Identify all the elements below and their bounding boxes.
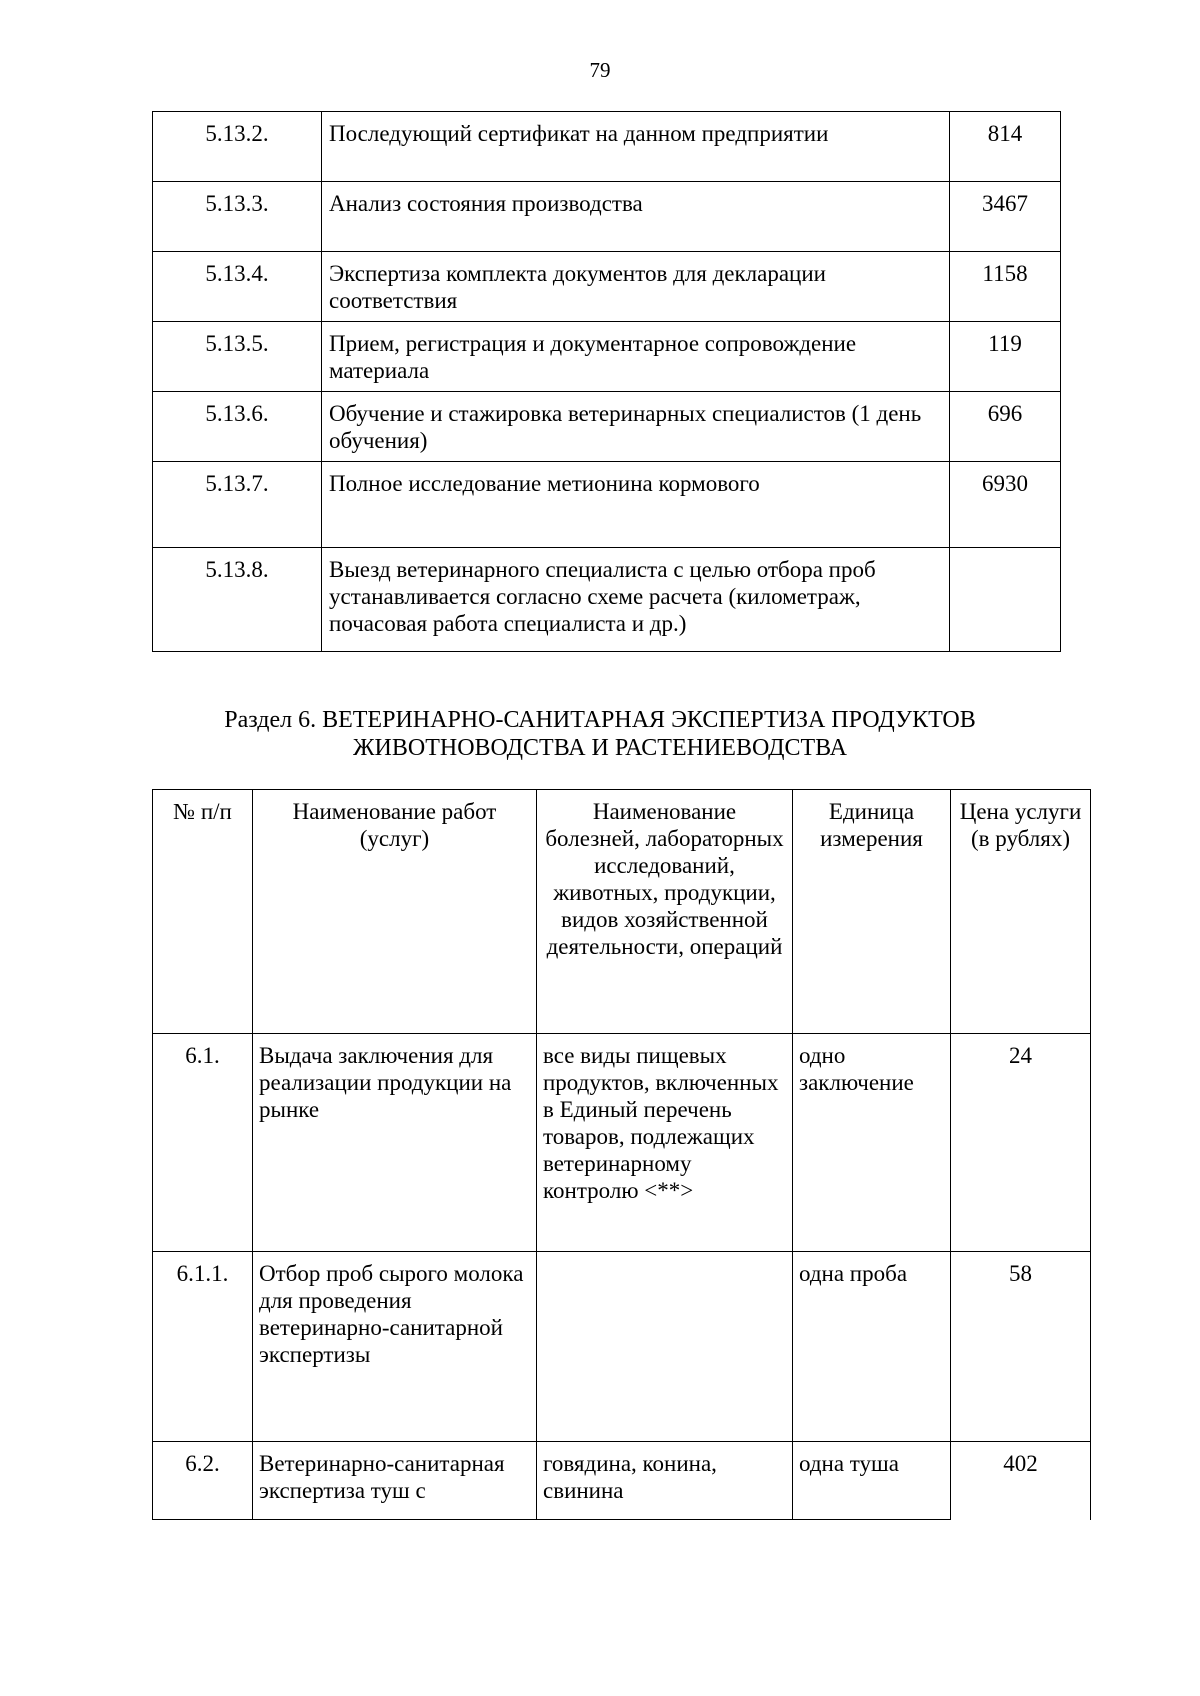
price-table-5-13 [152, 111, 1061, 652]
section-title-line-2: ЖИВОТНОВОДСТВА И РАСТЕНИЕВОДСТВА [353, 735, 847, 761]
work-name: Ветеринарно-санитарная экспертиза туш с [253, 1442, 537, 1520]
header-diseases: Наименование болезней, лабораторных исследований, животных, продукции, видов хозяйственной деятельности, операций [537, 790, 793, 1034]
unit-of-measure: одна проба [793, 1252, 951, 1442]
table-row [153, 392, 1061, 462]
table-row [153, 1034, 1091, 1252]
row-number: 6.1. [153, 1034, 253, 1252]
table-row [153, 548, 1061, 652]
section-title-line-1: Раздел 6. ВЕТЕРИНАРНО-САНИТАРНАЯ ЭКСПЕРТИЗА ПРОДУКТОВ [224, 707, 976, 733]
row-number: 6.2. [153, 1442, 253, 1520]
service-name: Прием, регистрация и документарное сопровождение материала [322, 322, 950, 392]
table-row [153, 462, 1061, 548]
table-row [153, 322, 1061, 392]
section-title [0, 706, 1200, 762]
service-name: Анализ состояния производства [322, 182, 950, 252]
table-row [153, 1252, 1091, 1442]
service-name: Выезд ветеринарного специалиста с целью отбора проб устанавливается согласно схеме расчета (километраж, почасовая работа специалиста и др.) [322, 548, 950, 652]
row-number: 5.13.5. [153, 322, 322, 392]
unit-of-measure: одна туша [793, 1442, 951, 1520]
row-number: 5.13.8. [153, 548, 322, 652]
table-header-row [153, 790, 1091, 1034]
table-row [153, 252, 1061, 322]
service-price: 402 [951, 1442, 1091, 1520]
service-price: 24 [951, 1034, 1091, 1252]
service-price: 3467 [950, 182, 1061, 252]
page-number: 79 [589, 58, 611, 82]
service-price [950, 548, 1061, 652]
service-name: Полное исследование метионина кормового [322, 462, 950, 548]
row-number: 5.13.6. [153, 392, 322, 462]
diseases-description: говядина, конина, свинина [537, 1442, 793, 1520]
row-number: 6.1.1. [153, 1252, 253, 1442]
work-name: Отбор проб сырого молока для проведения ветеринарно-санитарной экспертизы [253, 1252, 537, 1442]
row-number: 5.13.4. [153, 252, 322, 322]
table-row [153, 112, 1061, 182]
service-price: 6930 [950, 462, 1061, 548]
header-work: Наименование работ (услуг) [253, 790, 537, 1034]
row-number: 5.13.2. [153, 112, 322, 182]
header-unit: Единица измерения [793, 790, 951, 1034]
service-price: 814 [950, 112, 1061, 182]
table-row [153, 1442, 1091, 1520]
row-number: 5.13.3. [153, 182, 322, 252]
service-price: 58 [951, 1252, 1091, 1442]
service-name: Экспертиза комплекта документов для декларации соответствия [322, 252, 950, 322]
service-price: 1158 [950, 252, 1061, 322]
diseases-description [537, 1252, 793, 1442]
table-row [153, 182, 1061, 252]
service-price: 119 [950, 322, 1061, 392]
service-name: Обучение и стажировка ветеринарных специалистов (1 день обучения) [322, 392, 950, 462]
header-num: № п/п [153, 790, 253, 1034]
diseases-description: все виды пищевых продуктов, включенных в Единый перечень товаров, подлежащих ветеринарному контролю <**> [537, 1034, 793, 1252]
header-price: Цена услуги (в рублях) [951, 790, 1091, 1034]
service-price: 696 [950, 392, 1061, 462]
row-number: 5.13.7. [153, 462, 322, 548]
unit-of-measure: одно заключение [793, 1034, 951, 1252]
price-table-section-6 [152, 789, 1091, 1520]
work-name: Выдача заключения для реализации продукции на рынке [253, 1034, 537, 1252]
service-name: Последующий сертификат на данном предприятии [322, 112, 950, 182]
